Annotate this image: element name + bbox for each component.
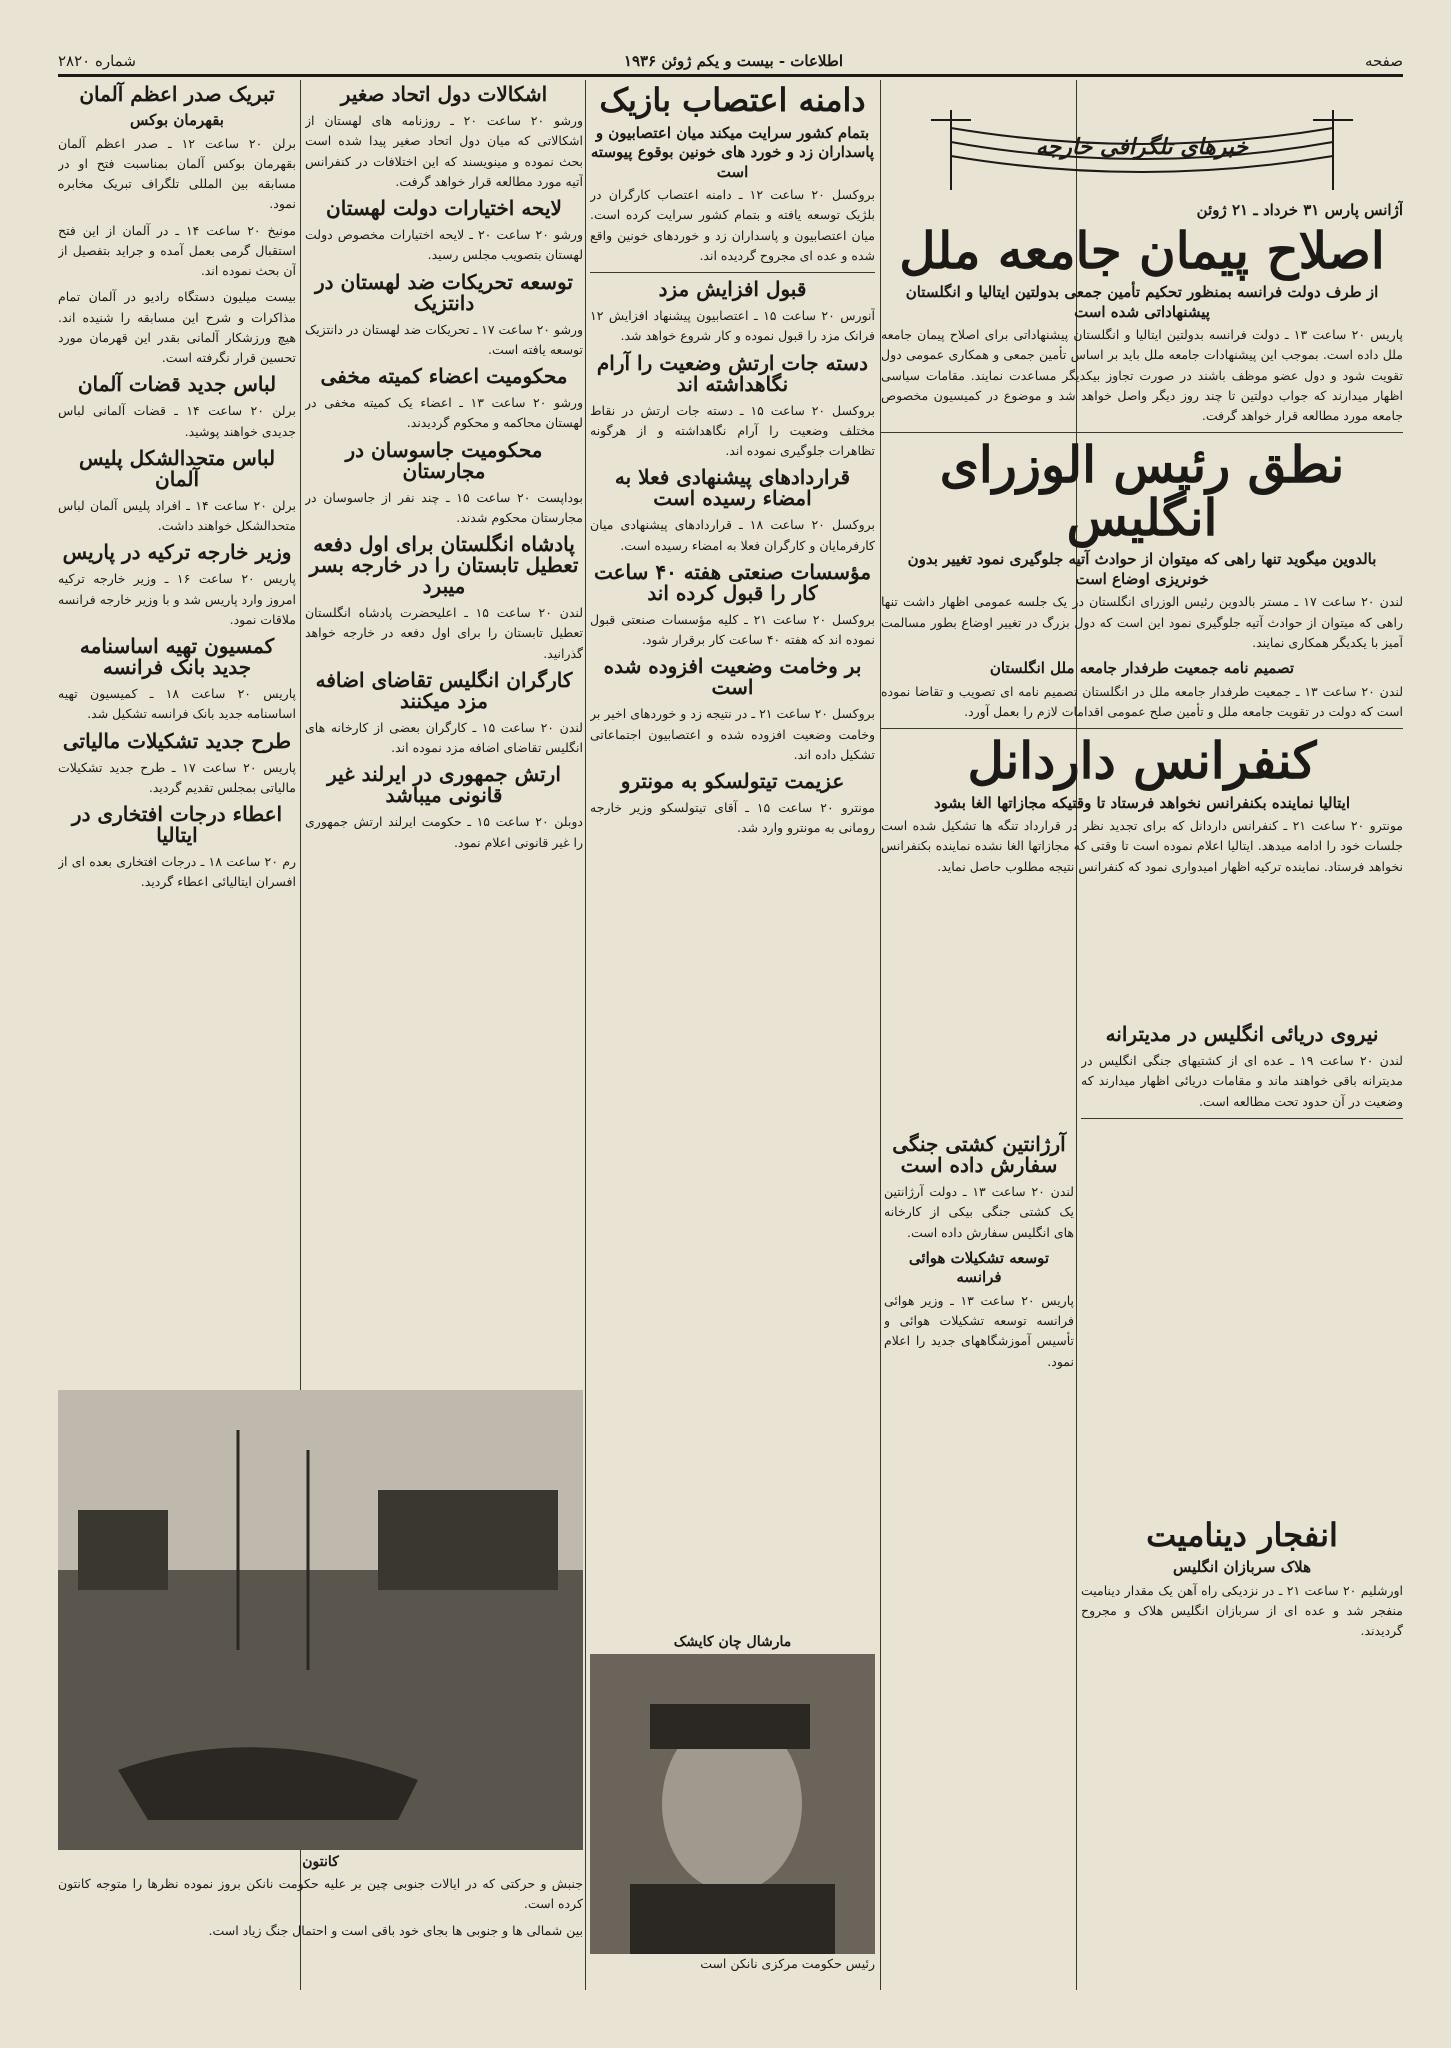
navy-sub2: توسعه تشکیلات هوائی فرانسه <box>908 1248 1050 1287</box>
navy-body2: پاریس ۲۰ ساعت ۱۳ ـ وزیر هوائی فرانسه توسعه تشکیلات هوائی و تأسیس آموزشگاههای جدید را اعلام نمود. <box>884 1292 1074 1369</box>
bank-headline: کمسیون تهیه اساسنامه جدید بانک فرانسه <box>79 634 275 679</box>
riots-subhead: بتمام کشور سرایت میکند میان اعتصابیون و پاسداران زد و خورد های خونین بوقوع پیوسته است <box>590 123 875 181</box>
spies-headline: محکومیت جاسوسان در مجارستان <box>345 437 543 483</box>
titulescu-body: مونترو ۲۰ ساعت ۱۵ ـ آقای تیتولسکو وزیر خارجه رومانی به مونترو وارد شد. <box>590 800 875 836</box>
finance-headline: طرح جدید تشکیلات مالیاتی <box>62 728 292 753</box>
column-germany <box>58 80 296 1120</box>
navy-body: لندن ۲۰ ساعت ۱۳ ـ دولت آرژانتین یک کشتی جنگی بیکی از کارخانه های انگلیس سفارش داده است. <box>884 1184 1074 1240</box>
canton-caption: کانتون <box>302 1854 339 1870</box>
issue-number: شماره ۲۸۲۰ <box>58 52 136 70</box>
paris-body: پاریس ۲۰ ساعت ۱۶ ـ وزیر خارجه ترکیه امروز وارد پاریس شد و با وزیر خارجه فرانسه ملاقات نمود. <box>58 571 296 627</box>
strikes-headline: قبول افزایش مزد <box>658 277 807 302</box>
med-headline: نیروی دریائی انگلیس در مدیترانه <box>1105 1022 1379 1046</box>
danzig-body: ورشو ۲۰ ساعت ۱۷ ـ تحریکات ضد لهستان در دانتزیک توسعه یافته است. <box>305 321 583 357</box>
germany-headline: تبریک صدر اعظم آلمان <box>79 82 275 106</box>
riots-body: بروکسل ۲۰ ساعت ۱۲ ـ دامنه اعتصاب کارگران در بلژیک توسعه یافته و بتمام کشور سرایت کرده است. میان اعتصابیون و پاسداران زد و خوردهای خونین واقع شده و عده ای مجروح گردیده اند. <box>590 187 875 263</box>
contracts-headline: قراردادهای پیشنهادی فعلا به امضاء رسیده است <box>614 465 851 511</box>
italy-headline: اعطاء درجات افتخاری در ایتالیا <box>71 802 283 847</box>
portrait-note: رئیس حکومت مرکزی نانکن است <box>700 1956 875 1971</box>
finance-body: پاریس ۲۰ ساعت ۱۷ ـ طرح جدید تشکیلات مالیاتی بمجلس تقدیم گردید. <box>58 759 296 795</box>
canton-tail: بین شمالی ها و جنوبی ها بجای خود باقی است و احتمال جنگ زیاد است. <box>208 1922 583 1938</box>
hours-headline: مؤسسات صنعتی هفته ۴۰ ساعت کار را قبول کرده اند <box>593 559 872 605</box>
britain-headline: نطق رئیس الوزرای انگلیس <box>939 435 1345 547</box>
canton-block <box>58 1390 583 1990</box>
britain-subhead: بالدوین میگوید تنها راهی که میتوان از حوادث آتیه جلوگیری نمود تغییر بدون خونریزی اوضاع است <box>907 550 1377 588</box>
bank-body: پاریس ۲۰ ساعت ۱۸ ـ کمیسیون تهیه اساسنامه جدید بانک فرانسه تشکیل شد. <box>58 686 296 722</box>
dynamite-body: اورشلیم ۲۰ ساعت ۲۱ ـ در نزدیکی راه آهن یک مقدار دینامیت منفجر شد و عده ای از سربازان انگلیس هلاک و مجروح گردیدند. <box>1081 1582 1403 1639</box>
paper-date: اطلاعات - بیست و یکم ژوئن ۱۹۳۶ <box>623 52 843 70</box>
column-right-lower <box>1081 1020 1403 1980</box>
judges-body: برلن ۲۰ ساعت ۱۴ ـ قضات آلمانی لباس جدیدی خواهند پوشید. <box>58 403 296 439</box>
riots-headline: دامنه اعتصاب بازیک <box>599 81 866 119</box>
workers-body: لندن ۲۰ ساعت ۱۵ ـ کارگران بعضی از کارخانه های انگلیس تقاضای اضافه مزد نموده اند. <box>305 719 583 755</box>
italy-body: رم ۲۰ ساعت ۱۸ ـ درجات افتخاری بعده ای از افسران ایتالیائی اعطاء گردید. <box>58 854 296 890</box>
poland-headline: اشکالات دول اتحاد صغیر <box>340 82 548 106</box>
police-headline: لباس متحدالشکل پلیس آلمان <box>78 445 276 491</box>
portrait-caption: مارشال چان کایشک <box>673 1634 792 1650</box>
army-headline: دسته جات ارتش وضعیت را آرام نگاهداشته اند <box>596 350 869 396</box>
agency-line: آژانس پارس ۳۱ خرداد ـ ۲۱ ژوئن <box>1196 201 1403 219</box>
conditions-headline: بر وخامت وضعیت افزوده شده است <box>603 654 862 700</box>
montreux-subhead: ایتالیا نماینده بکنفرانس نخواهد فرستاد تا وقتیکه مجازاتها الغا بشود <box>933 793 1351 812</box>
poland-body: ورشو ۲۰ ساعت ۲۰ ـ روزنامه های لهستان از اشکالاتی که میان دول اتحاد صغیر پیدا شده است بحث نموده و مینویسند که این اختلافات در کنفرانس آتیه مورد مطالعه قرار خواهد گرفت. <box>305 113 583 189</box>
masthead-rule <box>58 74 1403 77</box>
army-body: بروکسل ۲۰ ساعت ۱۵ ـ دسته جات ارتش در نقاط مختلف وضعیت را آرام نگاهداشته و از هرگونه تظاهرات جلوگیری نموده اند. <box>590 402 875 459</box>
section-logo <box>881 80 1403 198</box>
masthead <box>58 52 1403 74</box>
trial-body: ورشو ۲۰ ساعت ۱۳ ـ اعضاء یک کمیته مخفی در لهستان محاکمه و محکوم گردیدند. <box>305 395 583 431</box>
germany-body: برلن ۲۰ ساعت ۱۲ ـ صدر اعظم آلمان بقهرمان بوکس آلمان بمناسبت فتح او در مسابقه بین المللی تلگراف تبریک مخابره نمود. <box>58 135 296 212</box>
police-body: برلن ۲۰ ساعت ۱۴ ـ افراد پلیس آلمان لباس متحدالشکل خواهند داشت. <box>58 497 296 533</box>
ireland-body: دوبلن ۲۰ ساعت ۱۵ ـ حکومت ایرلند ارتش جمهوری را غیر قانونی اعلام نمود. <box>305 814 583 850</box>
med-body: لندن ۲۰ ساعت ۱۹ ـ عده ای از کشتیهای جنگی انگلیس در مدیترانه باقی خواهند ماند و مقامات دریائی اظهار میدارند که وضعیت در آن حدود تحت مطالعه است. <box>1081 1053 1403 1109</box>
column-right-mid <box>884 1130 1074 1450</box>
radio-body: بیست میلیون دستگاه رادیو در آلمان تمام مذاکرات و شرح این مسابقه را شنیده اند. هیچ ورزشکار آلمانی بقدر این قهرمان مورد تحسین قرار نگرفته است. <box>58 289 296 365</box>
column-rule <box>585 80 586 1990</box>
britain-body: لندن ۲۰ ساعت ۱۷ ـ مستر بالدوین رئیس الوزرای انگلستان در یک جلسه عمومی اظهار داشت تنها راهی که میتوان از حوادث آتیه جلوگیری نمود این است که دول بزرگ در تغییر اوضاع بطور مسالمت آمیز با یکدیگر همکاری نمایند. <box>881 594 1403 650</box>
britain-body2: لندن ۲۰ ساعت ۱۳ ـ جمعیت طرفدار جامعه ملل در انگلستان تصمیم نامه ای تصویب و تقاضا نموده است که دولت در تقویت جامعه ملل و تأمین صلح عمومی اقدامات لازم را بعمل آورد. <box>881 683 1403 719</box>
portrait-block <box>590 1630 875 1990</box>
spies-body: بوداپست ۲۰ ساعت ۱۵ ـ چند نفر از جاسوسان در مجارستان محکوم شدند. <box>305 489 583 525</box>
canton-photo <box>58 1390 583 1850</box>
contracts-body: بروکسل ۲۰ ساعت ۱۸ ـ قراردادهای پیشنهادی میان کارفرمایان و کارگران فعلا به امضاء رسیده است. <box>590 517 875 553</box>
hours-body: بروکسل ۲۰ ساعت ۲۱ ـ کلیه مؤسسات صنعتی قبول نموده اند که هفته ۴۰ ساعت کار برقرار شود. <box>590 611 875 648</box>
king-body: لندن ۲۰ ساعت ۱۵ ـ اعلیحضرت پادشاه انگلستان تعطیل تابستان را برای اول دفعه در خارجه خواهد گذرانید. <box>305 605 583 661</box>
navy-headline: آرژانتین کشتی جنگی سفارش داده است <box>892 1132 1066 1177</box>
poland2-headline: لایحه اختیارات دولت لهستان <box>326 196 562 220</box>
poland2-body: ورشو ۲۰ ساعت ۲۰ ـ لایحه اختیارات مخصوص دولت لهستان بتصویب مجلس رسید. <box>305 227 583 263</box>
divider <box>881 432 1403 433</box>
montreux-body: مونترو ۲۰ ساعت ۲۱ ـ کنفرانس داردانل که برای تجدید نظر در قرارداد تنگه ها تشکیل شده است جلسات خود را ادامه میدهد. ایتالیا اعلام نموده است تا وقتی که مجازاتها الغا نشده نماینده بکنفرانس نخواهد فرستاد. نماینده ترکیه اظهار امیدواری نمود که کنفرانس نتیجه مطلوب حاصل نماید. <box>881 818 1403 874</box>
ireland-headline: ارتش جمهوری در ایرلند غیر قانونی میباشد <box>327 762 561 808</box>
league-headline: اصلاح پیمان جامعه ملل <box>899 220 1385 280</box>
dynamite-subhead: هلاک سربازان انگلیس <box>1173 1558 1311 1577</box>
column-belgium <box>590 80 875 1620</box>
canton-harbor-image <box>58 1390 583 1850</box>
canton-body: جنبش و حرکتی که در ایالات جنوبی چین بر علیه حکومت نانکن بروز نموده نظرها را متوجه کانتون کرده است. <box>58 1876 583 1912</box>
dynamite-headline: انفجار دینامیت <box>1146 1515 1338 1554</box>
divider <box>590 272 875 273</box>
king-headline: پادشاه انگلستان برای اول دفعه تعطیل تابستان را در خارجه بسر میبرد <box>309 532 579 598</box>
column-right-wide <box>881 80 1403 1020</box>
trial-headline: محکومیت اعضاء کمیته مخفی <box>320 364 568 388</box>
conditions-body: بروکسل ۲۰ ساعت ۲۱ ـ در نتیجه زد و خوردهای اخیر بر وخامت وضعیت افزوده شده و اعتصابیون اجتماعاتی تشکیل داده اند. <box>590 706 875 762</box>
divider <box>1081 1118 1403 1119</box>
section-logo-text: خبرهای تلگرافی خارجه <box>1035 134 1249 160</box>
titulescu-headline: عزیمت تیتولسکو به مونترو <box>620 769 845 794</box>
workers-headline: کارگران انگلیس تقاضای اضافه مزد میکنند <box>315 667 573 713</box>
page-label: صفحه <box>1364 52 1403 70</box>
league-subhead: از طرف دولت فرانسه بمنظور تحکیم تأمین جمعی بدولتین ایتالیا و انگلستان پیشنهاداتی شده است <box>905 283 1379 321</box>
strikes-body: آنورس ۲۰ ساعت ۱۵ ـ اعتصابیون پیشنهاد افزایش ۱۲ فرانک مزد را قبول نموده و کار شروع خواهد شد. <box>590 308 875 344</box>
germany-sub: بقهرمان بوکس <box>130 111 224 129</box>
danzig-headline: توسعه تحریکات ضد لهستان در دانتزیک <box>315 269 573 315</box>
paris-headline: وزیر خارجه ترکیه در پاریس <box>62 540 292 565</box>
germany-body2: مونیخ ۲۰ ساعت ۱۴ ـ در آلمان از این فتح استقبال گرمی بعمل آمده و جراید بتفصیل از آن بحث نموده اند. <box>58 222 296 278</box>
portrait-photo <box>590 1654 875 1954</box>
league-body: پاریس ۲۰ ساعت ۱۳ ـ دولت فرانسه بدولتین ایتالیا و انگلستان پیشنهاداتی برای اصلاح پیمان جامعه ملل داده است. بموجب این پیشنهادات جامعه ملل باید بر اساس تأمین جمعی و همکاری عمومی دول تقویت شود و دول عضو موظف باشند در صورت تجاوز بیکدیگر مساعدت نمایند. مقامات سیاسی اظهار میدارند که جواب دولتین تا چند روز دیگر واصل خواهد شد و موضوع در کمیسیون مخصوص جامعه مورد مطالعه قرار خواهد گرفت. <box>881 327 1403 423</box>
divider <box>881 728 1403 729</box>
column-poland <box>305 80 583 1350</box>
judges-headline: لباس جدید قضات آلمان <box>77 372 277 397</box>
portrait-image <box>590 1654 875 1954</box>
montreux-headline: کنفرانس داردانل <box>967 731 1317 790</box>
britain-sub2: تصمیم نامه جمعیت طرفدار جامعه ملل انگلستان <box>989 659 1295 677</box>
